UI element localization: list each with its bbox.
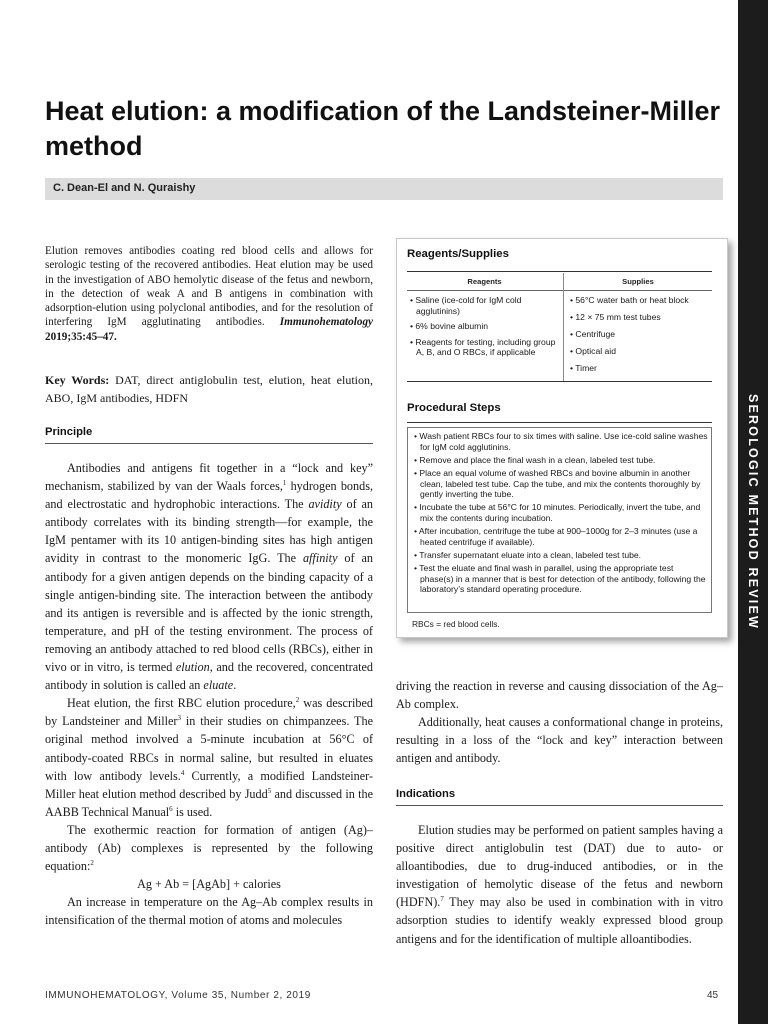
reagents-procedure-box [396,238,728,638]
authors-bar [45,178,723,200]
reagents-supplies-heading: Reagents/Supplies [407,248,509,260]
table-header-rule [407,290,712,291]
step-item: • Place an equal volume of washed RBCs and bovine albumin in another clean, labeled test tube. Cap the tube, and mix the contents thoroughly by gently inverting the tube. [414,467,701,500]
column-separator [563,273,564,381]
article-title: Heat elution: a modification of the Landsteiner-Miller method [45,96,721,161]
list-item: • Timer [570,363,597,374]
section-label: SEROLOGIC METHOD REVIEW [746,393,760,631]
table-top-rule [407,271,712,272]
abstract [45,244,373,344]
journal-footer: IMMUNOHEMATOLOGY, Volume 35, Number 2, 2019 [45,990,311,1001]
list-item: • Optical aid [570,346,616,357]
list-item: • Centrifuge [570,329,616,340]
body-paragraph: driving the reaction in reverse and causing dissociation of the Ag–Ab complex. [396,679,723,712]
list-item: • 6% bovine albumin [410,321,489,332]
procedural-steps-heading: Procedural Steps [407,402,501,414]
principle-heading: Principle [45,426,93,438]
body-paragraph: Additionally, heat causes a conformational change in proteins, resulting in a loss of the “lock and key” interaction between antigen and antibody. [396,715,723,766]
body-paragraph: Elution studies may be performed on patient samples having a positive direct antiglobulin test (DAT) due to auto- or alloantibodies, due to drug-induced antibodies, or in the investigation of hemolytic disease of the fetus and newborn (HDFN).$^7$ They may also be used in combination with in vitro adsorption studies to identify weakly expressed blood group antigens and for the identification of multiple alloantibodies. [396,823,723,946]
abstract-citation: 2019;35:45–47. [45,330,117,343]
principle-paragraph: An increase in temperature on the Ag–Ab complex results in intensification of the thermal motion of atoms and molecules [45,895,373,928]
step-item: • Incubate the tube at 56°C for 10 minutes. Periodically, invert the tube, and mix the contents during incubation. [414,502,701,523]
procedural-steps-list [411,431,708,597]
keywords [45,371,373,407]
principle-paragraph: Antibodies and antigens fit together in a “lock and key” mechanism, stabilized by van der Waals forces,$^1$ hydrogen bonds, and electrostatic and hydrophobic interactions. The avidity of an antibody correlates with its binding strength—for example, the IgM pentamer with its 10 antigen-binding sites has high antigen avidity in contrast to the monomeric IgG. The affinity of an antibody for a given antigen depends on the binding capacity of a single antigen-binding site. The interaction between the antibody and its antigen is reversible and is affected by the ionic strength, temperature, and pH of the testing environment. The process of removing an antibody attached to red blood cells (RBCs), either in vivo or in vitro, is termed elution, and the recovered, concentrated antibody in solution is called an eluate. [45,461,373,693]
abstract-text: Elution removes antibodies coating red blood cells and allows for serologic testing of the recovered antibodies. Heat elution may be used in the investigation of ABO hemolytic disease of the fetus and newborn, in the detection of weak A and B antigens in combination with adsorption-elution using polyclonal antibodies, and for the resolution of interfering IgM agglutinating antibodies. [45,245,373,329]
steps-top-rule [407,422,712,423]
principle-divider [45,443,373,444]
page-number: 45 [707,990,719,1001]
authors: C. Dean-El and N. Quraishy [53,182,196,194]
box-footnote: RBCs = red blood cells. [412,619,500,629]
supplies-column-header: Supplies [622,277,654,286]
step-item: • Wash patient RBCs four to six times with saline. Use ice-cold saline washes for IgM cold agglutinins. [414,431,708,452]
principle-paragraph: The exothermic reaction for formation of antigen (Ag)–antibody (Ab) complexes is represented by the following equation:$^2$ [45,822,373,874]
keywords-label: Key Words: [45,373,110,387]
principle-body [45,459,373,929]
table-bottom-rule [407,381,712,382]
reagents-column-header: Reagents [467,277,502,286]
supplies-list [567,295,715,380]
step-item: • Transfer supernatant eluate into a clean, labeled test tube. [414,549,642,560]
step-item: • Remove and place the final wash in a clean, labeled test tube. [414,454,656,465]
indications-heading: Indications [396,788,456,800]
indications-body [396,821,723,948]
list-item: • 56°C water bath or heat block [570,295,689,305]
right-column-body [396,677,723,767]
step-item: • After incubation, centrifuge the tube at 900–1000g for 2–3 minutes (use a heated centrifuge if available). [414,526,698,547]
keywords-text: DAT, direct antiglobulin test, elution, heat elution, ABO, IgM antibodies, HDFN [45,373,373,405]
list-item: • Reagents for testing, including group A, B, and O RBCs, if applicable [410,336,556,358]
abstract-journal: Immunohematology [279,316,374,329]
list-item: • Saline (ice-cold for IgM cold agglutinins) [410,295,522,316]
principle-paragraph: Heat elution, the first RBC elution procedure,$^2$ was described by Landsteiner and Miller$^3$ in their studies on chimpanzees. The original method involved a 5-minute incubation at 56°C of antibody-coated RBCs in normal saline, but resulted in eluates with low antibody levels.$^4$ Currently, a modified Landsteiner-Miller heat elution method described by Judd$^5$ and discussed in the AABB Technical Manual$^6$ is used. [45,696,374,819]
indications-divider [396,805,723,806]
equation: Ag + Ab = [AgAb] + calories [137,877,281,892]
step-item: • Test the eluate and final wash in parallel, using the appropriate test phase(s) in a manner that is best for detection of the antibody, following the laboratory’s standard operating procedure. [414,563,706,595]
reagents-list [407,295,557,363]
list-item: • 12 × 75 mm test tubes [570,312,661,323]
